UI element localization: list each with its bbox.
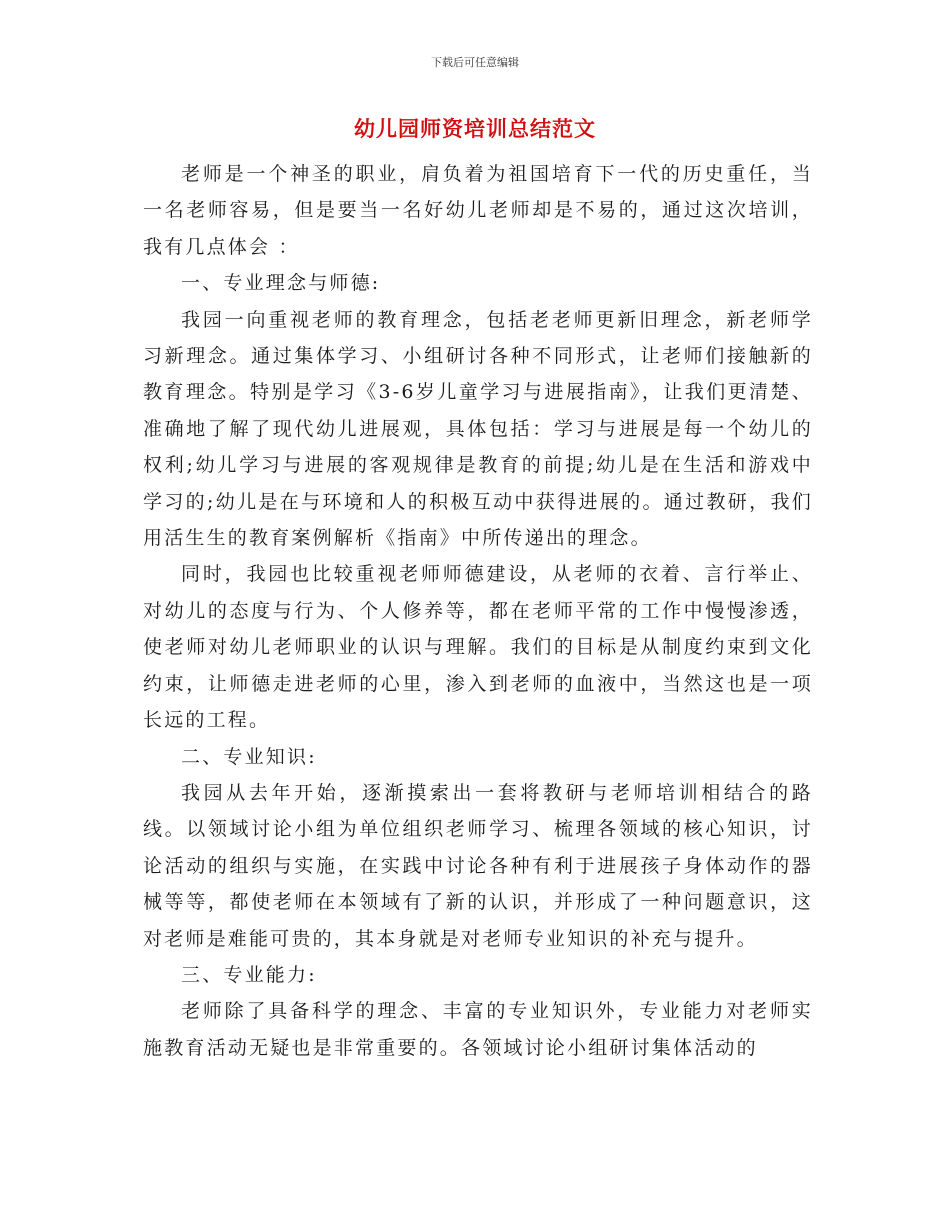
section-heading-1: 一、专业理念与师德: <box>181 272 381 295</box>
paragraph-2: 同时，我园也比较重视老师师德建设，从老师的衣着、言行举止、对幼儿的态度与行为、个人修养等，都在老师平常的工作中慢慢渗透，使老师对幼儿老师职业的认识与理解。我们的目标是从制度约束到文化约束，让师德走进老师的心里，渗入到老师的血液中，当然这也是一项长远的工程。 <box>143 563 813 732</box>
paragraph-4: 老师除了具备科学的理念、丰富的专业知识外，专业能力对老师实施教育活动无疑也是非常重要的。各领域讨论小组研讨集体活动的 <box>143 1000 813 1059</box>
section-heading-3: 三、专业能力: <box>181 963 317 986</box>
paragraph-intro: 老师是一个神圣的职业，肩负着为祖国培育下一代的历史重任，当一名老师容易，但是要当一名好幼儿老师却是不易的，通过这次培训，我有几点体会 ： <box>143 163 813 258</box>
paragraph-3: 我园从去年开始，逐渐摸索出一套将教研与老师培训相结合的路线。以领域讨论小组为单位组织老师学习、梳理各领域的核心知识，讨论活动的组织与实施，在实践中讨论各种有利于进展孩子身体动作的器械等等，都使老师在本领域有了新的认识，并形成了一种问题意识，这对老师是难能可贵的，其本身就是对老师专业知识的补充与提升。 <box>143 781 813 950</box>
section-heading-2: 二、专业知识: <box>181 745 317 768</box>
header-note: 下载后可任意编辑 <box>431 56 519 69</box>
paragraph-1: 我园一向重视老师的教育理念，包括老老师更新旧理念，新老师学习新理念。通过集体学习、小组研讨各种不同形式，让老师们接触新的教育理念。特别是学习《3-6岁儿童学习与进展指南》，让我们更清楚、准确地了解了现代幼儿进展观，具体包括：学习与进展是每一个幼儿的权利;幼儿学习与进展的客观规律是教育的前提;幼儿是在生活和游戏中学习的;幼儿是在与环境和人的积极互动中获得进展的。通过教研，我们用活生生的教育案例解析《指南》中所传递出的理念。 <box>143 308 813 550</box>
document-body <box>143 156 813 1066</box>
document-title: 幼儿园师资培训总结范文 <box>354 116 596 141</box>
